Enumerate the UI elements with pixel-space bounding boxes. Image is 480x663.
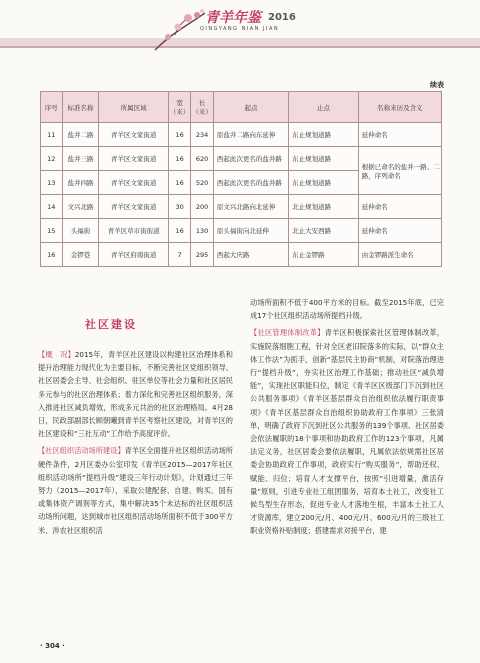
table-cell: 由金锣路派生命名 xyxy=(358,243,441,267)
table-cell: 青羊区文家街道 xyxy=(99,171,168,195)
table-cell: 15 xyxy=(41,219,63,243)
table-cell: 北止规划道路 xyxy=(289,195,359,219)
table-cell: 295 xyxy=(191,243,214,267)
table-header-row xyxy=(41,92,442,123)
table-header-cell: 所属区域 xyxy=(99,92,168,123)
table-cell: 西起此次更名的盐井路 xyxy=(213,171,288,195)
table-cell: 青羊区府南街道 xyxy=(99,243,168,267)
table-row xyxy=(41,243,442,267)
table-cell: 青羊区草市街街道 xyxy=(99,219,168,243)
table-cell: 7 xyxy=(168,243,191,267)
table-cell: 西起大庆路 xyxy=(213,243,288,267)
paragraph-tag: 【社区管理体制改革】 xyxy=(250,328,325,338)
table-cell: 234 xyxy=(191,123,214,147)
page-header xyxy=(0,0,480,75)
table-cell: 根据已命名的盐井一路、二路，序列命名 xyxy=(358,147,441,195)
right-column xyxy=(250,296,444,542)
table-cell: 延伸命名 xyxy=(358,123,441,147)
table-cell: 11 xyxy=(41,123,63,147)
table-header-cell: 止点 xyxy=(289,92,359,123)
table-cell: 16 xyxy=(168,219,191,243)
paragraph-text: 青羊区全面提升社区组织活动场所硬件条件，2月区委办公室印发《青羊区2015—2017年社区组织活动场所“提档升级”建设三年行动计划》，计划通过三年努力（2015—2017年），采取公建配套、自建、购买、国有或集体资产调剂等方式，集中解决35个未达标的社区组织活动场所问题，达到城市社区组织活动场所面积不低于300平方米、涉农社区组织活 xyxy=(38,446,233,535)
table-cell: 青羊区文家街道 xyxy=(99,195,168,219)
table-row xyxy=(41,147,442,171)
header-band xyxy=(0,38,480,46)
table-row xyxy=(41,123,442,147)
yearbook-year: 2016 xyxy=(268,12,296,23)
table-continued-note: 续表 xyxy=(430,81,444,89)
table-cell: 13 xyxy=(41,171,63,195)
table-cell: 30 xyxy=(168,195,191,219)
table-cell: 文兴北路 xyxy=(62,195,99,219)
table-cell: 盐井四路 xyxy=(62,171,99,195)
table-header-cell: 宽（米） xyxy=(168,92,191,123)
paragraph-continued xyxy=(250,296,444,322)
yearbook-pinyin: QINGYANG NIAN JIAN xyxy=(200,26,280,32)
table-header-cell: 起点 xyxy=(213,92,288,123)
table-cell: 16 xyxy=(168,147,191,171)
paragraph-text: 2015年，青羊区社区建设以构建社区治理体系和提升治理能力现代化为主要目标，不断完善社区党组织领导、社区居委会主导、社会组织、驻区单位等社会力量和社区居民多元参与的社区治理体系；着力深化和完善社区组织服务，深入推进社区减负增效，形成多元共治的社区治理格局。4月28日，民政部副部长顾朝曦到青羊区考察社区建设，对青羊区的社区建设和“三社互动”工作给予高度评价。 xyxy=(38,350,233,439)
paragraph-venue-construction xyxy=(38,444,233,536)
paragraph-tag: 【概 况】 xyxy=(38,350,75,359)
table-cell: 青羊区文家街道 xyxy=(99,123,168,147)
table-cell: 16 xyxy=(168,171,191,195)
table-cell: 西起此次更名的盐井路 xyxy=(213,147,288,171)
table-cell: 东止规划道路 xyxy=(289,123,359,147)
page-number: · 304 · xyxy=(40,642,65,650)
table-cell: 14 xyxy=(41,195,63,219)
paragraph-management-reform xyxy=(250,326,444,537)
table-cell: 620 xyxy=(191,147,214,171)
table-cell: 金锣巷 xyxy=(62,243,99,267)
table-header-cell: 长（米） xyxy=(191,92,214,123)
table-cell: 东止规划道路 xyxy=(289,147,359,171)
table-cell: 东止金锣路 xyxy=(289,243,359,267)
paragraph-tag: 【社区组织活动场所建设】 xyxy=(38,446,125,456)
header-band-line xyxy=(0,46,480,48)
table-cell: 原盐井二路向东延伸 xyxy=(213,123,288,147)
yearbook-logo: 青羊年鉴 xyxy=(205,10,261,26)
section-title: 社区建设 xyxy=(85,318,137,331)
table-cell: 12 xyxy=(41,147,63,171)
table-cell: 16 xyxy=(168,123,191,147)
paragraph-text: 青羊区积极探索社区管理体制改革，实施院落细胞工程，针对全区老旧院落多的实际，以“群众主体工作法”为抓手，创新“基层民主协商”机制，对院落治理进行“提档升级”，夯实社区治理工作基础；推动社区“减负增能”，实现社区职能归位，制定《青羊区区级部门下沉到社区公共服务事项》《青羊区基层群众自治组织依法履行职责事项》《青羊区基层群众自治组织协助政府工作事项》三张清单，明确了政府下沉到社区公共服务的139个事项、社区居委会依法履职的18个事项和协助政府工作的123个事项，凡属法定义务，社区居委会要依法履职，凡属依法依规需社区居委会协助政府工作事项，政府实行“购买服务”，帮助还权、赋能、归位；培育人才支撑平台，按照“引进增量，激活存量”原则，引进专业社工组团服务，培育本土社工，改变社工候鸟型生存形态，促进专业人才落地生根，丰富本土社工人才资源库，建立200元/月、400元/月、600元/月的三级社工职业资格补贴制度；搭建需求对接平台，建 xyxy=(250,328,444,536)
table-cell: 北止大安西路 xyxy=(289,219,359,243)
table-row xyxy=(41,219,442,243)
paragraph-overview xyxy=(38,348,233,440)
table-cell: 青羊区文家街道 xyxy=(99,147,168,171)
table-cell: 盐井三路 xyxy=(62,147,99,171)
table-cell: 东止规划道路 xyxy=(289,171,359,195)
table-cell: 延伸命名 xyxy=(358,195,441,219)
table-header-cell: 名称来历及含义 xyxy=(358,92,441,123)
table-cell: 520 xyxy=(191,171,214,195)
road-naming-table xyxy=(40,91,442,267)
table-cell: 原文兴北路向北延伸 xyxy=(213,195,288,219)
left-column xyxy=(38,348,233,541)
table-cell: 头福街 xyxy=(62,219,99,243)
table-row xyxy=(41,195,442,219)
table-cell: 16 xyxy=(41,243,63,267)
table-cell: 原头福街向北延伸 xyxy=(213,219,288,243)
table-header-cell: 序号 xyxy=(41,92,63,123)
table-cell: 130 xyxy=(191,219,214,243)
table-cell: 200 xyxy=(191,195,214,219)
table-cell: 盐井二路 xyxy=(62,123,99,147)
table-cell: 延伸命名 xyxy=(358,219,441,243)
table-header-cell: 标准名称 xyxy=(62,92,99,123)
paragraph-text: 动场所面积不低于400平方米的目标。截至2015年底，已完成17个社区组织活动场所提档升级。 xyxy=(250,298,444,321)
